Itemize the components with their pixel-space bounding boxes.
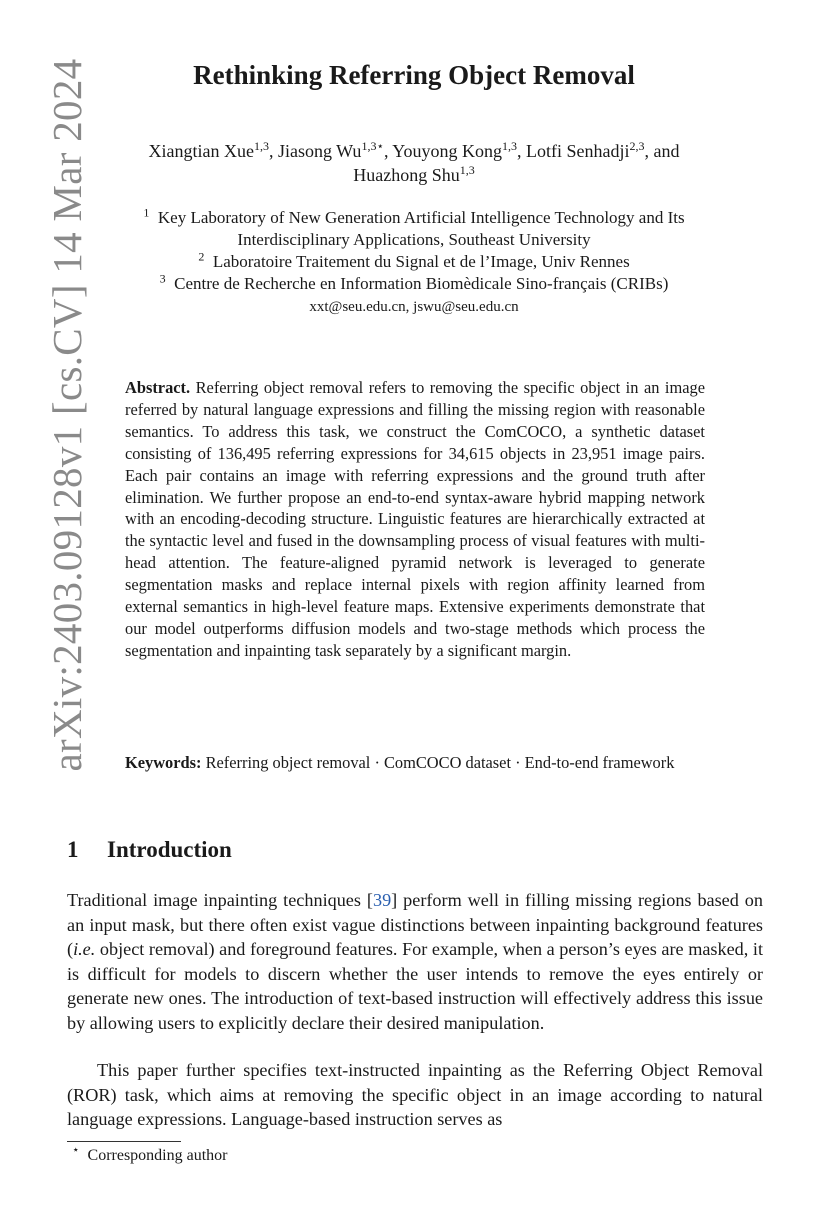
keywords-text: Referring object removal · ComCOCO dataset · End-to-end framework — [205, 753, 675, 772]
section-number: 1 — [67, 837, 79, 862]
author-affil-sup: 2,3 — [629, 139, 645, 153]
author-name: Jiasong Wu — [277, 141, 362, 161]
affiliation-sup: 1 — [143, 205, 150, 220]
author-name: Youyong Kong — [392, 141, 502, 161]
abstract-label: Abstract. — [125, 378, 191, 397]
section-heading — [67, 837, 232, 863]
author-name: Xiangtian Xue — [148, 141, 254, 161]
footnote-text: Corresponding author — [87, 1147, 228, 1164]
author-affil-sup: 1,3 — [459, 163, 475, 177]
author-list-line1 — [60, 140, 768, 162]
author-emails: xxt@seu.edu.cn, jswu@seu.edu.cn — [309, 299, 519, 315]
intro-paragraph-2 — [67, 1058, 763, 1132]
author-separator: , — [383, 141, 393, 161]
affiliation-1 — [60, 207, 768, 229]
intro-paragraph-1 — [67, 888, 763, 1035]
paragraph-text: This paper further specifies text-instructed inpainting as the Referring Object Removal (ROR) task, which aims at removing the specific object in an image according to natural language expressions. Language-based instruction serves as — [67, 1060, 763, 1129]
abstract — [125, 377, 705, 662]
footnote-divider — [67, 1141, 181, 1142]
author-separator: , and — [644, 141, 680, 161]
affiliation-text: Key Laboratory of New Generation Artificial Intelligence Technology and Its — [157, 208, 685, 227]
author-name: Lotfi Senhadji — [526, 141, 630, 161]
keywords-label: Keywords: — [125, 753, 202, 772]
citation-link[interactable]: 39 — [372, 890, 392, 910]
paragraph-italic: i.e. — [73, 939, 96, 959]
author-separator: , — [268, 141, 278, 161]
affiliation-sup: 2 — [198, 249, 205, 264]
author-affil-sup: 1,3⋆ — [361, 139, 384, 153]
author-name: Huazhong Shu — [353, 165, 460, 185]
author-affil-sup: 1,3 — [502, 139, 517, 153]
author-separator: , — [517, 141, 526, 161]
paragraph-text: object removal) and foreground features. For example, when a person’s eyes are masked, it is difficult for models to discern whether the user intends to remove the eyes entirely or generate new ones. The introduction of text-based instruction will effectively address this issue by allowing users to explicitly declare their desired manipulation. — [67, 939, 763, 1033]
footnote — [72, 1142, 228, 1165]
paragraph-text: ] perform well in filling missing regions based on an input mask, but there often exist vague distinctions between inpainting background features ( — [67, 890, 763, 959]
author-list-line2 — [60, 164, 768, 186]
keywords — [125, 752, 705, 774]
affiliation-3 — [60, 273, 768, 295]
section-title: Introduction — [107, 837, 232, 862]
affiliation-1-cont — [60, 229, 768, 251]
paragraph-text: Traditional image inpainting techniques [ — [67, 890, 373, 910]
affiliation-sup: 3 — [159, 271, 166, 286]
arxiv-identifier-stamp: arXiv:2403.09128v1 [cs.CV] 14 Mar 2024 — [44, 58, 90, 772]
paper-title: Rethinking Referring Object Removal — [193, 60, 635, 90]
affiliation-text: Laboratoire Traitement du Signal et de l’Image, Univ Rennes — [212, 252, 630, 271]
author-affil-sup: 1,3 — [253, 139, 269, 153]
affiliation-text: Interdisciplinary Applications, Southeast University — [237, 230, 591, 249]
affiliation-text: Centre de Recherche en Information Biomèdicale Sino-français (CRIBs) — [174, 274, 669, 293]
footnote-mark: ⋆ — [72, 1142, 80, 1157]
affiliation-2 — [60, 251, 768, 273]
abstract-text: Referring object removal refers to removing the specific object in an image referred by natural language expressions and filling the missing region with reasonable semantics. To address this task, we construct the ComCOCO, a synthetic dataset consisting of 136,495 referring expressions for 34,615 objects in 23,951 image pairs. Each pair contains an image with referring expressions and the ground truth after elimination. We further propose an end-to-end syntax-aware hybrid mapping network with an encoding-decoding structure. Linguistic features are hierarchically extracted at the syntactic level and fused in the downsampling process of visual features with multi-head attention. The feature-aligned pyramid network is leveraged to generate segmentation masks and replace internal pixels with region affinity learned from external semantics in high-level feature maps. Extensive experiments demonstrate that our model outperforms diffusion models and two-stage methods which process the segmentation and inpainting task separately by a significant margin. — [125, 378, 705, 660]
